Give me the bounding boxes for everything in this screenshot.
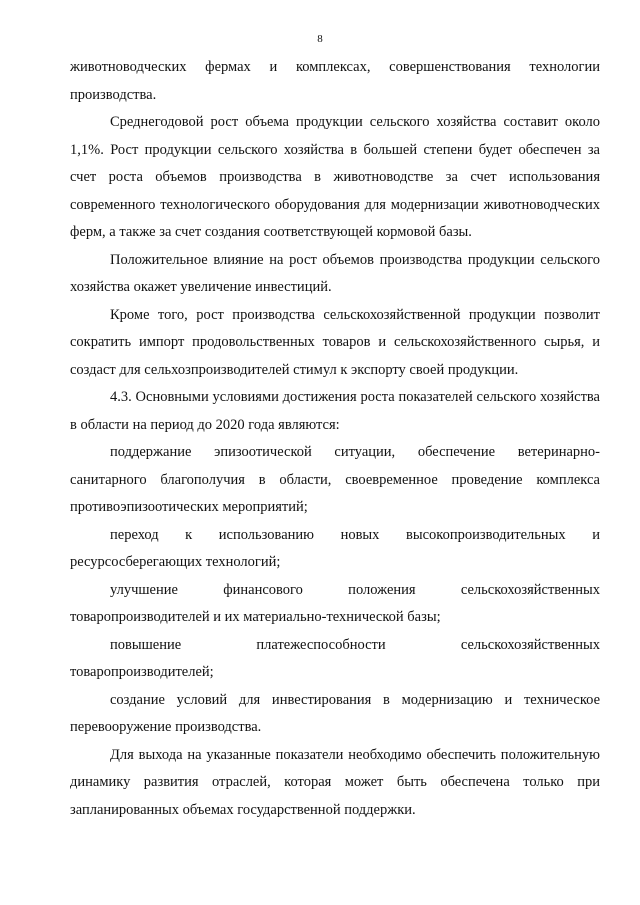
paragraph-conclusion: Для выхода на указанные показатели необходимо обеспечить положительную динамику развития отраслей, которая может быть обеспечена только при запланированных объемах государственной поддержки.: [70, 746, 600, 818]
list-item: поддержание эпизоотической ситуации, обеспечение ветеринарно-санитарного благополучия в области, своевременное проведение комплекса противоэпизоотических мероприятий;: [70, 444, 600, 515]
document-body: [70, 54, 600, 824]
paragraph-continuation: животноводческих фермах и комплексах, совершенствования технологии производства.: [70, 59, 600, 103]
page-number: 8: [317, 33, 323, 45]
paragraph-import-export: Кроме того, рост производства сельскохозяйственной продукции позволит сократить импорт продовольственных товаров и сельскохозяйственного сырья, и создаст для сельхозпроизводителей стимул к экспорту своей продукции.: [70, 306, 600, 378]
section-heading-conditions: 4.3. Основными условиями достижения роста показателей сельского хозяйства в области на период до 2020 года являются:: [70, 389, 600, 433]
paragraph-growth-rate: Среднегодовой рост объема продукции сельского хозяйства составит около 1,1%. Рост продукции сельского хозяйства в большей степени будет обеспечен за счет роста объемов производства в животноводстве за счет использования современного технологического оборудования для модернизации животноводческих ферм, а также за счет создания соответствующей кормовой базы.: [70, 114, 600, 240]
list-item: переход к использованию новых высокопроизводительных и ресурсосберегающих технологий;: [70, 526, 600, 570]
paragraph-investment: Положительное влияние на рост объемов производства продукции сельского хозяйства окажет увеличение инвестиций.: [70, 251, 600, 295]
list-item: улучшение финансового положения сельскохозяйственных товаропроизводителей и их материально-технической базы;: [70, 581, 600, 625]
list-item: создание условий для инвестирования в модернизацию и техническое перевооружение производства.: [70, 691, 600, 735]
list-item: повышение платежеспособности сельскохозяйственных товаропроизводителей;: [70, 636, 600, 680]
